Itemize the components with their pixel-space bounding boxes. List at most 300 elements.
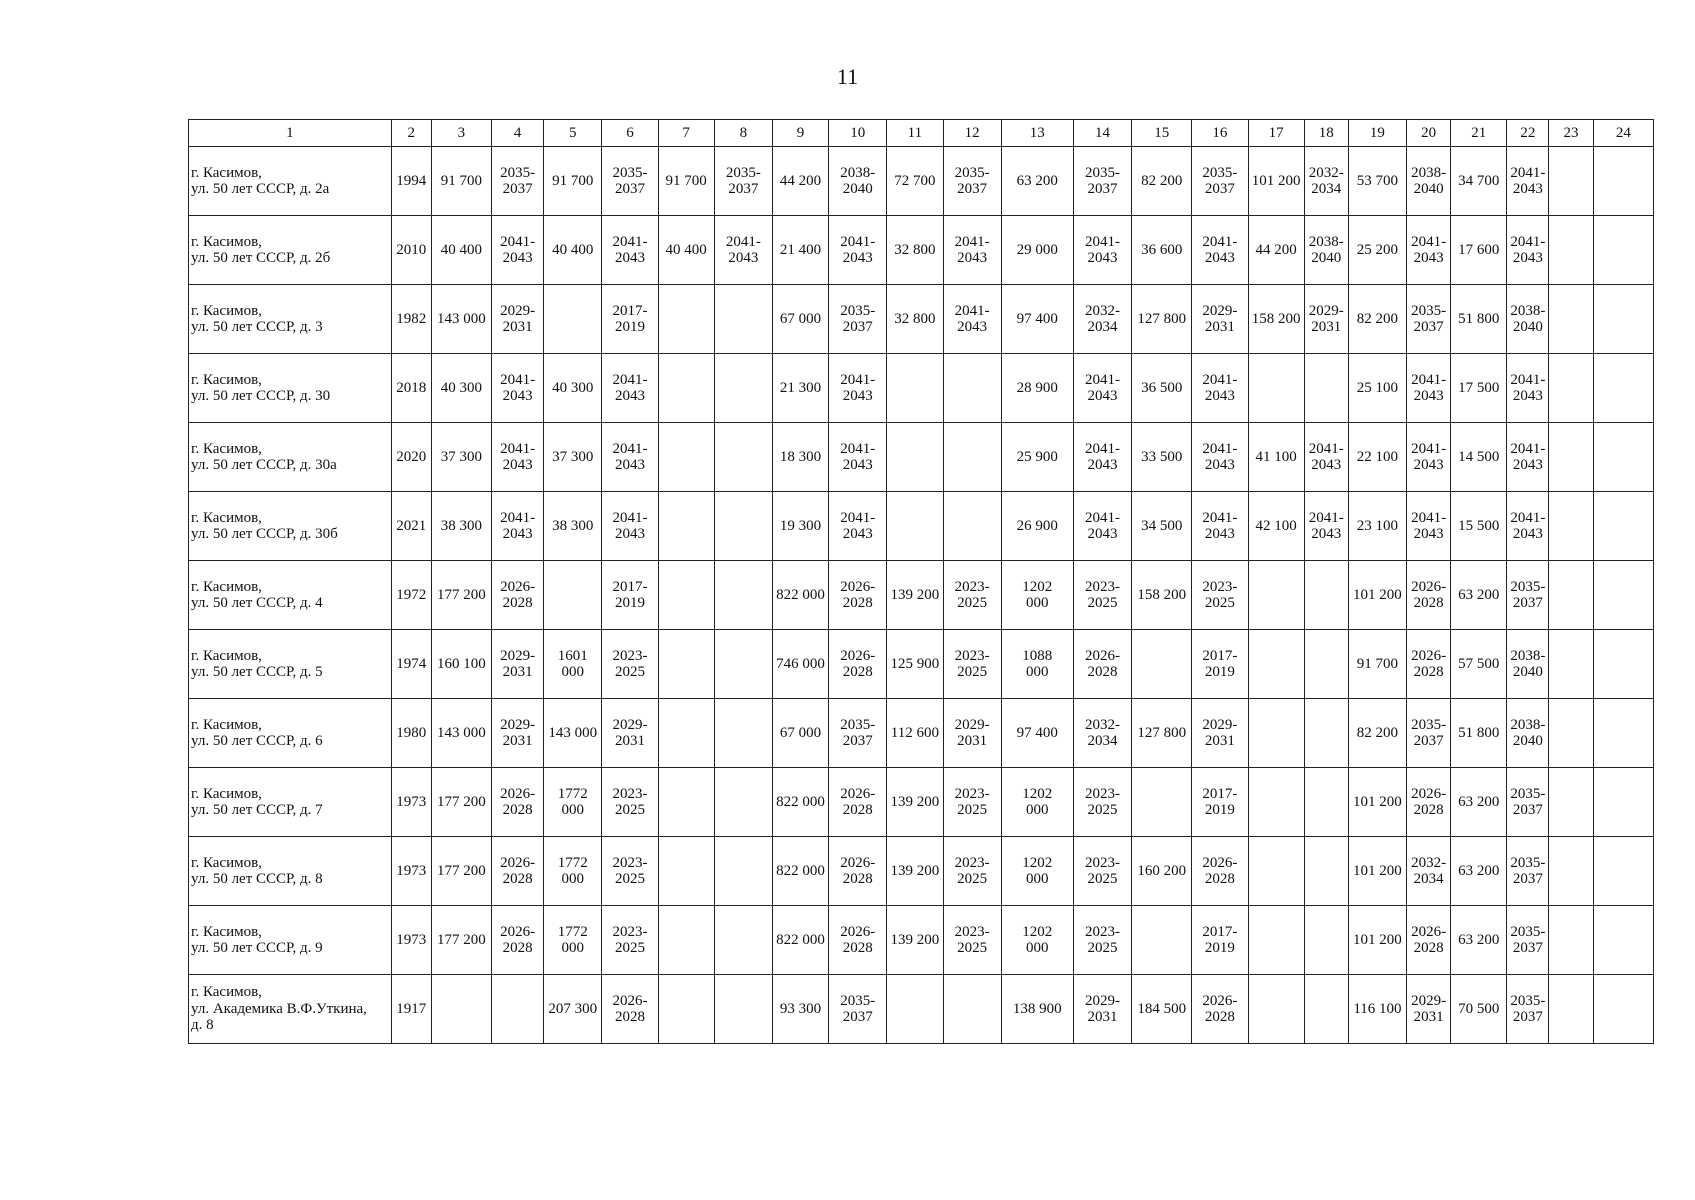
- year-start: 2023-: [1085, 785, 1121, 802]
- address-line: г. Касимов,: [191, 371, 262, 388]
- year-end: 2037: [1512, 595, 1543, 611]
- address-line: ул. 50 лет СССР, д. 4: [191, 595, 323, 611]
- address-cell: [189, 837, 392, 906]
- value-part: 000: [1026, 595, 1049, 611]
- table-cell: 63 200: [1001, 147, 1073, 216]
- year-end: 2043: [1512, 388, 1543, 404]
- table-cell: [1507, 699, 1549, 768]
- year-start: 2041-: [725, 233, 761, 250]
- table-cell: 139 200: [887, 906, 943, 975]
- table-cell: [1073, 354, 1131, 423]
- table-cell: 116 100: [1348, 975, 1406, 1044]
- table-cell: 139 200: [887, 561, 943, 630]
- table-cell: 2021: [391, 492, 431, 561]
- table-cell: [1507, 906, 1549, 975]
- table-cell: [492, 147, 544, 216]
- table-cell: 1982: [391, 285, 431, 354]
- address-line: г. Касимов,: [191, 785, 262, 802]
- table-cell: 25 100: [1348, 354, 1406, 423]
- table-cell: [943, 354, 1001, 423]
- table-cell: [943, 285, 1001, 354]
- table-cell: [1507, 975, 1549, 1044]
- table-cell: [1593, 216, 1653, 285]
- year-start: 2041-: [1411, 509, 1447, 526]
- table-cell: [1192, 285, 1248, 354]
- table-cell: [602, 975, 658, 1044]
- year-start: 2038-: [840, 164, 876, 181]
- year-start: 2041-: [1202, 440, 1238, 457]
- table-cell: [1593, 975, 1653, 1044]
- table-cell: 41 100: [1248, 423, 1304, 492]
- year-end: 2037: [1087, 181, 1118, 197]
- year-start: 2029-: [1308, 302, 1344, 319]
- table-cell: [1507, 561, 1549, 630]
- year-start: 2026-: [612, 992, 648, 1009]
- table-cell: [658, 768, 714, 837]
- column-header-19: 19: [1348, 120, 1406, 147]
- year-end: 2043: [1311, 526, 1342, 542]
- table-cell: 57 500: [1451, 630, 1507, 699]
- year-start: 2035-: [954, 164, 990, 181]
- table-cell: 32 800: [887, 285, 943, 354]
- table-cell: [1407, 561, 1451, 630]
- table-cell: 207 300: [544, 975, 602, 1044]
- table-cell: 67 000: [772, 285, 828, 354]
- year-start: 2026-: [1202, 854, 1238, 871]
- year-start: 2041-: [840, 440, 876, 457]
- year-start: 2035-: [1202, 164, 1238, 181]
- table-cell: [1549, 492, 1593, 561]
- table-row: [189, 561, 1654, 630]
- table-cell: [1248, 975, 1304, 1044]
- table-cell: 2010: [391, 216, 431, 285]
- year-start: 2023-: [954, 854, 990, 871]
- year-start: 2029-: [500, 302, 536, 319]
- year-start: 2017-: [612, 578, 648, 595]
- year-start: 2038-: [1411, 164, 1447, 181]
- column-header-3: 3: [431, 120, 491, 147]
- year-end: 2028: [842, 664, 873, 680]
- year-end: 2025: [957, 802, 988, 818]
- year-end: 2028: [1413, 595, 1444, 611]
- table-cell: [1304, 699, 1348, 768]
- table-cell: [829, 285, 887, 354]
- year-end: 2043: [1413, 457, 1444, 473]
- address-line: ул. 50 лет СССР, д. 6: [191, 733, 323, 749]
- table-cell: [1507, 423, 1549, 492]
- table-cell: [943, 699, 1001, 768]
- address-cell: [189, 768, 392, 837]
- table-cell: 1973: [391, 768, 431, 837]
- table-cell: [602, 423, 658, 492]
- table-cell: [1073, 699, 1131, 768]
- year-start: 2023-: [954, 578, 990, 595]
- table-body: [189, 147, 1654, 1044]
- table-cell: 2018: [391, 354, 431, 423]
- table-cell: 138 900: [1001, 975, 1073, 1044]
- year-end: 2043: [1512, 181, 1543, 197]
- table-cell: [887, 354, 943, 423]
- table-cell: [1593, 768, 1653, 837]
- table-cell: 40 400: [431, 216, 491, 285]
- table-cell: [1304, 492, 1348, 561]
- year-start: 2041-: [1202, 371, 1238, 388]
- table-cell: [829, 216, 887, 285]
- table-cell: 1974: [391, 630, 431, 699]
- year-end: 2025: [957, 595, 988, 611]
- year-start: 2032-: [1308, 164, 1344, 181]
- table-row: [189, 975, 1654, 1044]
- address-line: ул. 50 лет СССР, д. 30а: [191, 457, 337, 473]
- table-cell: 2020: [391, 423, 431, 492]
- table-cell: [602, 216, 658, 285]
- address-line: ул. 50 лет СССР, д. 30б: [191, 526, 338, 542]
- year-start: 2026-: [500, 578, 536, 595]
- table-cell: 101 200: [1248, 147, 1304, 216]
- year-start: 2041-: [1085, 509, 1121, 526]
- table-cell: [1132, 906, 1192, 975]
- year-start: 2023-: [1085, 578, 1121, 595]
- year-end: 2031: [1311, 319, 1342, 335]
- table-cell: [714, 216, 772, 285]
- year-end: 2043: [614, 250, 645, 266]
- column-header-15: 15: [1132, 120, 1192, 147]
- table-cell: [1192, 768, 1248, 837]
- table-cell: [714, 768, 772, 837]
- table-cell: 101 200: [1348, 906, 1406, 975]
- year-end: 2025: [1087, 871, 1118, 887]
- address-line: г. Касимов,: [191, 302, 262, 319]
- year-end: 2043: [1512, 250, 1543, 266]
- column-header-6: 6: [602, 120, 658, 147]
- year-end: 2028: [842, 595, 873, 611]
- table-cell: [658, 285, 714, 354]
- table-cell: [943, 906, 1001, 975]
- table-cell: 38 300: [431, 492, 491, 561]
- table-cell: [1073, 975, 1131, 1044]
- year-start: 2035-: [1411, 302, 1447, 319]
- year-end: 2043: [957, 319, 988, 335]
- table-cell: [1304, 216, 1348, 285]
- year-end: 2043: [1204, 457, 1235, 473]
- table-cell: 139 200: [887, 837, 943, 906]
- year-end: 2031: [1204, 733, 1235, 749]
- table-cell: [1248, 906, 1304, 975]
- table-cell: [1507, 147, 1549, 216]
- year-start: 2035-: [1085, 164, 1121, 181]
- table-cell: 25 900: [1001, 423, 1073, 492]
- year-end: 2019: [1204, 940, 1235, 956]
- year-start: 2035-: [500, 164, 536, 181]
- table-cell: [714, 906, 772, 975]
- year-end: 2037: [842, 1009, 873, 1025]
- table-cell: [492, 423, 544, 492]
- year-end: 2043: [1413, 526, 1444, 542]
- value-part: 000: [1026, 664, 1049, 680]
- table-cell: [829, 699, 887, 768]
- value-part: 1772: [557, 923, 588, 940]
- table-cell: 101 200: [1348, 768, 1406, 837]
- address-cell: [189, 423, 392, 492]
- table-row: [189, 837, 1654, 906]
- table-cell: [714, 147, 772, 216]
- year-start: 2041-: [840, 371, 876, 388]
- address-line: ул. 50 лет СССР, д. 2б: [191, 250, 331, 266]
- year-end: 2025: [957, 664, 988, 680]
- table-cell: [1304, 423, 1348, 492]
- year-end: 2028: [1204, 1009, 1235, 1025]
- table-cell: [1073, 492, 1131, 561]
- table-cell: [602, 147, 658, 216]
- table-cell: [943, 768, 1001, 837]
- year-start: 2026-: [1411, 578, 1447, 595]
- table-cell: 91 700: [1348, 630, 1406, 699]
- table-cell: [1073, 768, 1131, 837]
- year-end: 2031: [614, 733, 645, 749]
- table-cell: 822 000: [772, 768, 828, 837]
- table-cell: 63 200: [1451, 561, 1507, 630]
- year-end: 2043: [614, 526, 645, 542]
- year-start: 2029-: [500, 716, 536, 733]
- address-line: г. Касимов,: [191, 164, 262, 181]
- table-cell: 91 700: [431, 147, 491, 216]
- table-cell: [1407, 906, 1451, 975]
- table-cell: 97 400: [1001, 285, 1073, 354]
- table-cell: 177 200: [431, 561, 491, 630]
- year-end: 2031: [502, 664, 533, 680]
- year-start: 2038-: [1510, 302, 1546, 319]
- year-end: 2031: [1087, 1009, 1118, 1025]
- year-end: 2025: [614, 664, 645, 680]
- table-cell: [1407, 423, 1451, 492]
- column-header-20: 20: [1407, 120, 1451, 147]
- table-cell: [1549, 561, 1593, 630]
- table-cell: [943, 492, 1001, 561]
- table-cell: [1073, 285, 1131, 354]
- year-start: 2035-: [1510, 992, 1546, 1009]
- table-cell: 70 500: [1451, 975, 1507, 1044]
- table-cell: [1132, 630, 1192, 699]
- table-cell: 63 200: [1451, 768, 1507, 837]
- table-row: [189, 630, 1654, 699]
- year-end: 2025: [1087, 595, 1118, 611]
- table-cell: [1192, 216, 1248, 285]
- table-cell: 53 700: [1348, 147, 1406, 216]
- year-start: 2026-: [840, 785, 876, 802]
- table-cell: [658, 492, 714, 561]
- address-cell: [189, 975, 392, 1044]
- table-cell: [1192, 147, 1248, 216]
- year-end: 2034: [1087, 319, 1118, 335]
- table-cell: [658, 561, 714, 630]
- year-start: 2041-: [1085, 440, 1121, 457]
- year-end: 2043: [502, 388, 533, 404]
- table-cell: [1132, 768, 1192, 837]
- year-start: 2035-: [1510, 923, 1546, 940]
- column-header-23: 23: [1549, 120, 1593, 147]
- table-cell: [1593, 561, 1653, 630]
- year-start: 2029-: [1202, 716, 1238, 733]
- table-cell: 82 200: [1132, 147, 1192, 216]
- year-start: 2023-: [1085, 923, 1121, 940]
- year-start: 2035-: [1510, 854, 1546, 871]
- table-cell: 1973: [391, 906, 431, 975]
- table-row: [189, 906, 1654, 975]
- table-cell: [1073, 147, 1131, 216]
- table-cell: [1407, 699, 1451, 768]
- year-end: 2019: [1204, 664, 1235, 680]
- table-cell: 822 000: [772, 561, 828, 630]
- year-start: 2026-: [500, 923, 536, 940]
- year-end: 2028: [1413, 664, 1444, 680]
- year-start: 2041-: [1510, 509, 1546, 526]
- table-row: [189, 768, 1654, 837]
- address-cell: [189, 285, 392, 354]
- year-start: 2035-: [612, 164, 648, 181]
- table-cell: [714, 354, 772, 423]
- table-cell: [1192, 561, 1248, 630]
- year-end: 2043: [1204, 526, 1235, 542]
- table-cell: 822 000: [772, 837, 828, 906]
- table-cell: [1248, 561, 1304, 630]
- table-cell: [1507, 630, 1549, 699]
- table-cell: [829, 423, 887, 492]
- year-start: 2041-: [1085, 233, 1121, 250]
- address-line: г. Касимов,: [191, 233, 262, 250]
- year-end: 2037: [502, 181, 533, 197]
- year-start: 2041-: [1411, 440, 1447, 457]
- year-start: 2041-: [840, 233, 876, 250]
- year-start: 2023-: [612, 854, 648, 871]
- table-cell: 37 300: [544, 423, 602, 492]
- table-cell: [943, 630, 1001, 699]
- year-start: 2041-: [1510, 164, 1546, 181]
- table-cell: 1917: [391, 975, 431, 1044]
- year-end: 2028: [1413, 802, 1444, 818]
- table-cell: 143 000: [431, 699, 491, 768]
- table-cell: [1304, 837, 1348, 906]
- year-end: 2025: [1204, 595, 1235, 611]
- table-cell: [602, 354, 658, 423]
- year-end: 2037: [1512, 940, 1543, 956]
- year-end: 2028: [502, 940, 533, 956]
- table-cell: [1407, 492, 1451, 561]
- table-cell: [1001, 906, 1073, 975]
- table-cell: [492, 768, 544, 837]
- table-cell: 17 600: [1451, 216, 1507, 285]
- table-cell: [887, 492, 943, 561]
- year-end: 2019: [1204, 802, 1235, 818]
- year-end: 2043: [1512, 526, 1543, 542]
- table-cell: 44 200: [772, 147, 828, 216]
- table-cell: 29 000: [1001, 216, 1073, 285]
- table-cell: [1073, 906, 1131, 975]
- address-cell: [189, 492, 392, 561]
- table-cell: [1001, 630, 1073, 699]
- value-part: 1601: [557, 647, 588, 664]
- year-end: 2031: [1204, 319, 1235, 335]
- address-line: г. Касимов,: [191, 578, 262, 595]
- table-cell: [492, 561, 544, 630]
- year-start: 2017-: [612, 302, 648, 319]
- column-header-16: 16: [1192, 120, 1248, 147]
- address-line: г. Касимов,: [191, 854, 262, 871]
- table-cell: [714, 492, 772, 561]
- table-cell: 34 700: [1451, 147, 1507, 216]
- table-cell: [1304, 354, 1348, 423]
- year-start: 2026-: [1411, 923, 1447, 940]
- value-part: 1772: [557, 785, 588, 802]
- year-start: 2032-: [1085, 716, 1121, 733]
- table-cell: [714, 975, 772, 1044]
- table-cell: 184 500: [1132, 975, 1192, 1044]
- year-start: 2023-: [1202, 578, 1238, 595]
- address-line: ул. Академика В.Ф.Уткина,: [191, 1000, 367, 1017]
- table-cell: 177 200: [431, 906, 491, 975]
- table-cell: 177 200: [431, 768, 491, 837]
- column-header-22: 22: [1507, 120, 1549, 147]
- year-end: 2028: [1413, 940, 1444, 956]
- table-cell: [1549, 423, 1593, 492]
- table-cell: [602, 768, 658, 837]
- table-cell: [943, 837, 1001, 906]
- year-start: 2035-: [1510, 785, 1546, 802]
- year-end: 2025: [1087, 940, 1118, 956]
- table-cell: [1407, 216, 1451, 285]
- year-start: 2029-: [1202, 302, 1238, 319]
- table-cell: [1248, 837, 1304, 906]
- table-cell: [1593, 354, 1653, 423]
- year-end: 2025: [614, 871, 645, 887]
- year-start: 2029-: [612, 716, 648, 733]
- year-start: 2041-: [500, 233, 536, 250]
- address-cell: [189, 630, 392, 699]
- year-end: 2031: [502, 319, 533, 335]
- table-cell: 127 800: [1132, 285, 1192, 354]
- year-end: 2019: [614, 319, 645, 335]
- year-end: 2028: [842, 940, 873, 956]
- year-start: 2041-: [840, 509, 876, 526]
- table-cell: [1407, 975, 1451, 1044]
- table-cell: 23 100: [1348, 492, 1406, 561]
- table-cell: [1192, 423, 1248, 492]
- table-cell: [1549, 147, 1593, 216]
- table-cell: [1407, 768, 1451, 837]
- table-cell: 28 900: [1001, 354, 1073, 423]
- table-cell: [1248, 768, 1304, 837]
- table-cell: 1973: [391, 837, 431, 906]
- table-cell: [1407, 837, 1451, 906]
- year-end: 2043: [1087, 388, 1118, 404]
- table-cell: 26 900: [1001, 492, 1073, 561]
- table-cell: 822 000: [772, 906, 828, 975]
- address-cell: [189, 354, 392, 423]
- table-cell: 22 100: [1348, 423, 1406, 492]
- table-cell: [658, 423, 714, 492]
- year-end: 2043: [614, 388, 645, 404]
- table-cell: 63 200: [1451, 906, 1507, 975]
- table-cell: [943, 975, 1001, 1044]
- table-cell: 25 200: [1348, 216, 1406, 285]
- year-start: 2035-: [840, 716, 876, 733]
- column-header-13: 13: [1001, 120, 1073, 147]
- table-cell: [1507, 768, 1549, 837]
- table-cell: [602, 285, 658, 354]
- table-cell: [1549, 216, 1593, 285]
- table-cell: [1593, 423, 1653, 492]
- year-end: 2028: [842, 871, 873, 887]
- year-end: 2040: [1512, 319, 1543, 335]
